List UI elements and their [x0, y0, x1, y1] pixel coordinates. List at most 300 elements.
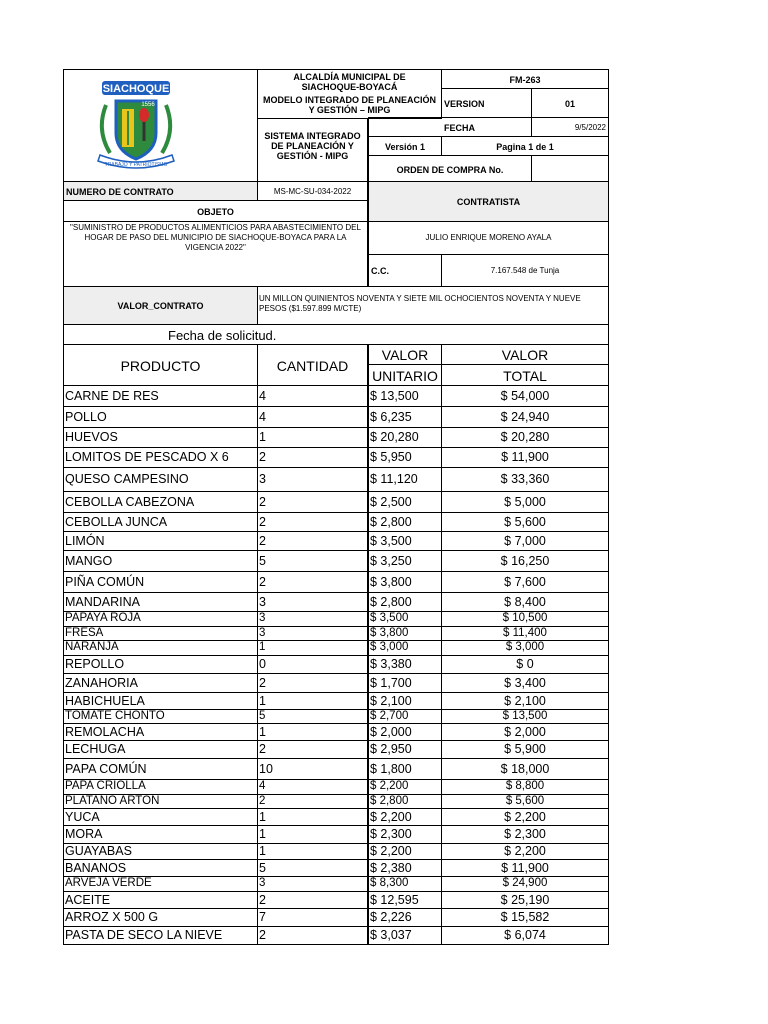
table-cell [441, 779, 609, 795]
table-cell [63, 926, 258, 945]
product-name: HUEVOS [65, 430, 118, 444]
quantity: 1 [259, 641, 266, 653]
table-cell [257, 692, 368, 710]
table-cell [441, 550, 609, 572]
table-cell [63, 758, 258, 780]
total-price: $ 54,000 [500, 389, 550, 403]
unit-price: $ 2,800 [370, 515, 412, 529]
table-cell [441, 592, 609, 612]
version-label: VERSION [444, 99, 485, 109]
table-cell [63, 531, 258, 551]
table-cell [441, 758, 609, 780]
product-name: TOMATE CHONTO [65, 710, 165, 722]
table-cell [257, 859, 368, 877]
total-price: $ 25,190 [500, 893, 550, 907]
producto-header-cell [63, 344, 258, 386]
product-name: BANANOS [65, 861, 127, 875]
table-cell [63, 740, 258, 759]
fecha-label: FECHA [444, 123, 475, 133]
table-cell [257, 723, 368, 741]
table-cell [441, 808, 609, 826]
table-cell [63, 655, 258, 674]
table-cell [257, 926, 368, 945]
table-cell [368, 876, 442, 892]
total-price: $ 3,000 [505, 641, 545, 653]
unit-price: $ 2,800 [370, 795, 409, 807]
table-cell [63, 859, 258, 877]
product-name: LOMITOS DE PESCADO X 6 [65, 450, 229, 464]
table-cell [368, 531, 442, 551]
table-cell [63, 908, 258, 927]
product-name: CEBOLLA JUNCA [65, 515, 168, 529]
unit-price: $ 3,500 [370, 612, 409, 624]
table-cell [257, 891, 368, 909]
table-cell [368, 447, 442, 468]
unit-price: $ 8,300 [370, 877, 409, 889]
sistema-title: SISTEMA INTEGRADO DE PLANEACIÓN Y GESTIÓN - MIPG [264, 131, 361, 161]
table-cell [368, 808, 442, 826]
form-code: FM-263 [509, 75, 541, 85]
table-cell [441, 673, 609, 693]
contratista-label: CONTRATISTA [456, 197, 521, 207]
cc-label: C.C. [371, 266, 389, 276]
total-price: $ 24,900 [502, 877, 548, 889]
total-price: $ 2,200 [504, 810, 546, 824]
total-price: $ 11,900 [501, 450, 549, 464]
quantity: 2 [259, 534, 266, 548]
table-cell [257, 626, 368, 641]
table-cell [368, 859, 442, 877]
quantity: 5 [259, 554, 266, 568]
objeto-label: OBJETO [197, 207, 234, 217]
table-cell [257, 550, 368, 572]
table-cell [441, 876, 609, 892]
table-cell [63, 640, 258, 656]
total-price: $ 11,400 [503, 627, 547, 639]
quantity: 3 [259, 472, 266, 486]
valor-header: VALOR [381, 347, 429, 363]
fecha-solicitud-label: Fecha de solicitud. [168, 328, 277, 343]
product-name: PAPA CRIOLLA [65, 780, 146, 792]
unit-price: $ 3,250 [370, 554, 412, 568]
table-cell [257, 825, 368, 844]
table-cell [441, 531, 609, 551]
table-cell [257, 876, 368, 892]
quantity: 1 [259, 694, 266, 708]
cc-value-cell [441, 254, 609, 287]
total-price: $ 2,000 [504, 725, 546, 739]
quantity: 2 [259, 795, 266, 807]
total-header: TOTAL [503, 368, 547, 384]
unit-price: $ 2,500 [370, 495, 412, 509]
table-cell [368, 740, 442, 759]
logo-name-text: SIACHOQUE [102, 83, 170, 95]
table-cell [441, 843, 609, 860]
unit-price: $ 2,100 [370, 694, 412, 708]
table-cell [441, 655, 609, 674]
table-cell [368, 709, 442, 724]
table-cell [257, 808, 368, 826]
table-cell [441, 491, 609, 513]
cantidad-header-cell [257, 344, 368, 386]
table-cell [63, 692, 258, 710]
orden-value-cell [531, 155, 609, 182]
table-cell [441, 467, 609, 492]
total-price: $ 10,500 [502, 612, 548, 624]
quantity: 2 [259, 742, 266, 756]
total-price: $ 8,800 [505, 780, 545, 792]
table-cell [257, 843, 368, 860]
table-cell [368, 692, 442, 710]
orden-compra-label: ORDEN DE COMPRA No. [396, 165, 504, 175]
table-cell [368, 926, 442, 945]
table-cell [368, 673, 442, 693]
table-cell [368, 779, 442, 795]
table-cell [63, 512, 258, 532]
table-cell [63, 626, 258, 641]
quantity: 2 [259, 515, 266, 529]
pagina-text: Pagina 1 de 1 [496, 142, 554, 152]
table-cell [63, 673, 258, 693]
product-name: PIÑA COMÚN [65, 575, 145, 589]
product-name: CARNE DE RES [65, 389, 159, 403]
table-cell [257, 740, 368, 759]
version-1-text: Versión 1 [384, 142, 426, 152]
numero-label-cell [63, 181, 258, 201]
table-cell [63, 794, 258, 809]
unitario-header: UNITARIO [372, 368, 438, 384]
table-cell [441, 908, 609, 927]
quantity: 0 [259, 657, 266, 671]
total-price: $ 16,250 [500, 554, 550, 568]
alcaldia-title: ALCALDÍA MUNICIPAL DE SIACHOQUE-BOYACÁ [293, 72, 406, 92]
cantidad-header: CANTIDAD [276, 358, 349, 374]
quantity: 2 [259, 575, 266, 589]
product-name: ZANAHORIA [65, 676, 138, 690]
logo-cell [63, 69, 258, 182]
table-cell [257, 908, 368, 927]
total-price: $ 2,100 [504, 694, 546, 708]
valor-label-cell [63, 286, 258, 325]
product-name: ARVEJA VERDE [65, 877, 152, 889]
valor-contrato-label: VALOR_CONTRATO [117, 301, 204, 311]
unit-price: $ 3,380 [370, 657, 412, 671]
product-name: POLLO [65, 410, 107, 424]
table-cell [441, 626, 609, 641]
unit-price: $ 3,800 [370, 627, 409, 639]
table-cell [368, 843, 442, 860]
unit-price: $ 2,800 [370, 595, 412, 609]
contratista-name: JULIO ENRIQUE MORENO AYALA [425, 233, 552, 242]
table-cell [368, 640, 442, 656]
table-cell [63, 592, 258, 612]
valor-text-cell [257, 286, 609, 325]
valor-total-header-cell [441, 344, 609, 386]
total-price: $ 5,600 [505, 795, 545, 807]
table-cell [368, 550, 442, 572]
quantity: 3 [259, 595, 266, 609]
product-name: ARROZ X 500 G [65, 910, 159, 924]
product-name: NARANJA [65, 641, 119, 653]
total-price: $ 7,600 [504, 575, 546, 589]
total-price: $ 2,300 [504, 827, 546, 841]
valor-contrato-text: UN MILLON QUINIENTOS NOVENTA Y SIETE MIL OCHOCIENTOS NOVENTA Y NUEVE PESOS ($1.597.899 M/CTE) [259, 294, 581, 313]
product-name: CEBOLLA CABEZONA [65, 495, 195, 509]
table-cell [63, 891, 258, 909]
unit-price: $ 2,380 [370, 861, 412, 875]
total-price: $ 18,000 [500, 762, 550, 776]
table-cell [257, 779, 368, 795]
contratista-label-cell [368, 181, 609, 222]
quantity: 3 [259, 627, 266, 639]
product-name: MANDARINA [65, 595, 141, 609]
total-price: $ 2,200 [504, 844, 546, 858]
table-cell [441, 385, 609, 407]
quantity: 5 [259, 710, 266, 722]
table-cell [441, 891, 609, 909]
cc-value: 7.167.548 de Tunja [490, 266, 560, 275]
total-price: $ 33,360 [500, 472, 550, 486]
unit-price: $ 2,200 [370, 780, 409, 792]
table-cell [441, 406, 609, 428]
table-cell [63, 571, 258, 593]
quantity: 1 [259, 430, 266, 444]
table-cell [257, 385, 368, 407]
table-cell [441, 447, 609, 468]
table-cell [368, 467, 442, 492]
table-cell [441, 611, 609, 627]
table-cell [368, 723, 442, 741]
table-cell [257, 640, 368, 656]
table-cell [63, 385, 258, 407]
product-name: FRESA [65, 627, 104, 639]
table-cell [441, 926, 609, 945]
table-cell [441, 825, 609, 844]
quantity: 2 [259, 928, 266, 942]
table-cell [257, 655, 368, 674]
total-price: $ 5,900 [504, 742, 546, 756]
producto-header: PRODUCTO [120, 358, 201, 374]
product-name: ACEITE [65, 893, 111, 907]
total-price: $ 5,000 [504, 495, 546, 509]
unit-price: $ 3,500 [370, 534, 412, 548]
table-cell [257, 427, 368, 448]
product-name: LIMÓN [65, 534, 105, 548]
total-price: $ 7,000 [504, 534, 546, 548]
total-price: $ 13,500 [502, 710, 548, 722]
table-cell [257, 592, 368, 612]
unit-price: $ 2,200 [370, 844, 412, 858]
product-name: QUESO CAMPESINO [65, 472, 189, 486]
quantity: 3 [259, 612, 266, 624]
table-cell [257, 758, 368, 780]
total-price: $ 15,582 [500, 910, 550, 924]
product-name: PLATANO ARTON [65, 795, 160, 807]
table-cell [368, 794, 442, 809]
unit-price: $ 3,000 [370, 641, 409, 653]
fecha-value-cell [531, 117, 609, 137]
product-name: MANGO [65, 554, 113, 568]
total-price: $ 24,940 [500, 410, 550, 424]
table-cell [63, 406, 258, 428]
table-cell [368, 385, 442, 407]
table-cell [257, 571, 368, 593]
unit-price: $ 2,300 [370, 827, 412, 841]
quantity: 1 [259, 725, 266, 739]
product-name: PAPA COMÚN [65, 762, 147, 776]
quantity: 2 [259, 893, 266, 907]
valor-unitario-header-cell [368, 344, 442, 386]
table-cell [368, 655, 442, 674]
unit-price: $ 2,000 [370, 725, 412, 739]
version-label-cell [441, 88, 532, 118]
objeto-text: "SUMINISTRO DE PRODUCTOS ALIMENTICIOS PARA ABASTECIMIENTO DEL HOGAR DE PASO DEL MUNICIPIO DE SIACHOQUE-BOYACA PARA LA VIGENCIA 2022" [70, 223, 361, 252]
modelo-title: MODELO INTEGRADO DE PLANEACIÓN Y GESTIÓN – MIPG [262, 95, 436, 115]
table-cell [257, 406, 368, 428]
fecha-label-cell [368, 117, 532, 137]
quantity: 3 [259, 877, 266, 889]
table-cell [441, 512, 609, 532]
table-cell [63, 427, 258, 448]
table-cell [368, 406, 442, 428]
product-name: REMOLACHA [65, 725, 145, 739]
orden-cell [368, 155, 532, 182]
numero-contrato-label: NUMERO DE CONTRATO [66, 187, 174, 197]
pagina-cell [441, 136, 609, 156]
table-cell [368, 512, 442, 532]
quantity: 4 [259, 410, 266, 424]
table-cell [63, 723, 258, 741]
quantity: 2 [259, 676, 266, 690]
table-cell [441, 723, 609, 741]
unit-price: $ 1,800 [370, 762, 412, 776]
quantity: 10 [259, 762, 273, 776]
product-name: HABICHUELA [65, 694, 145, 708]
table-cell [368, 427, 442, 448]
table-cell [368, 758, 442, 780]
sistema-cell [257, 118, 368, 182]
quantity: 4 [259, 780, 266, 792]
table-cell [63, 447, 258, 468]
total-price: $ 5,600 [504, 515, 546, 529]
quantity: 2 [259, 450, 266, 464]
unit-price: $ 12,595 [370, 893, 419, 907]
unit-price: $ 1,700 [370, 676, 412, 690]
quantity: 1 [259, 810, 266, 824]
table-cell [257, 611, 368, 627]
table-cell [63, 843, 258, 860]
table-cell [441, 740, 609, 759]
table-cell [257, 447, 368, 468]
table-cell [63, 876, 258, 892]
total-price: $ 20,280 [500, 430, 550, 444]
unit-price: $ 2,226 [370, 910, 412, 924]
version-value: 01 [564, 99, 575, 109]
objeto-text-cell [63, 221, 368, 287]
version1-cell [368, 136, 442, 156]
table-cell [441, 640, 609, 656]
unit-price: $ 3,800 [370, 575, 412, 589]
table-cell [368, 908, 442, 927]
table-cell [368, 592, 442, 612]
contratista-name-cell [368, 221, 609, 255]
total-price: $ 11,900 [501, 861, 549, 875]
quantity: 7 [259, 910, 266, 924]
valor-total-header: VALOR [501, 347, 549, 363]
table-cell [63, 550, 258, 572]
unit-price: $ 3,037 [370, 928, 412, 942]
product-name: PASTA DE SECO LA NIEVE [65, 928, 223, 942]
table-cell [257, 673, 368, 693]
table-cell [257, 709, 368, 724]
table-cell [63, 491, 258, 513]
fecha-solicitud-cell [63, 324, 609, 345]
product-name: GUAYABAS [65, 844, 132, 858]
table-cell [441, 692, 609, 710]
table-cell [63, 779, 258, 795]
total-price: $ 3,400 [504, 676, 546, 690]
unit-price: $ 11,120 [370, 472, 418, 486]
table-cell [368, 571, 442, 593]
quantity: 1 [259, 844, 266, 858]
table-cell [368, 891, 442, 909]
quantity: 4 [259, 389, 266, 403]
table-cell [257, 491, 368, 513]
table-cell [63, 808, 258, 826]
alcaldia-cell [257, 69, 442, 119]
total-price: $ 6,074 [504, 928, 546, 942]
unit-price: $ 5,950 [370, 450, 412, 464]
numero-value-cell [257, 181, 368, 201]
unit-price: $ 2,950 [370, 742, 412, 756]
unit-price: $ 6,235 [370, 410, 412, 424]
table-cell [368, 491, 442, 513]
table-cell [441, 571, 609, 593]
total-price: $ 8,400 [504, 595, 546, 609]
cc-label-cell [368, 254, 442, 287]
version-value-cell [531, 88, 609, 118]
unit-price: $ 20,280 [370, 430, 419, 444]
unit-price: $ 13,500 [370, 389, 419, 403]
product-name: PAPAYA ROJA [65, 612, 141, 624]
table-cell [257, 512, 368, 532]
total-price: $ 0 [516, 657, 534, 671]
table-cell [63, 709, 258, 724]
product-name: LECHUGA [65, 742, 126, 756]
quantity: 5 [259, 861, 266, 875]
header-divider [368, 364, 609, 365]
table-cell [257, 467, 368, 492]
quantity: 1 [259, 827, 266, 841]
fecha-value: 9/5/2022 [574, 123, 606, 132]
table-cell [441, 794, 609, 809]
numero-contrato-value: MS-MC-SU-034-2022 [273, 187, 352, 196]
product-name: MORA [65, 827, 103, 841]
table-cell [257, 531, 368, 551]
logo-year-text: 1556 [141, 102, 155, 108]
municipal-coat-of-arms-icon [88, 75, 184, 171]
table-cell [441, 859, 609, 877]
unit-price: $ 2,200 [370, 810, 412, 824]
table-cell [368, 626, 442, 641]
table-cell [441, 427, 609, 448]
code-cell [441, 69, 609, 89]
table-cell [368, 825, 442, 844]
table-cell [63, 825, 258, 844]
logo-ribbon-text: TRABAJO Y PATRIOTISMO [104, 162, 168, 168]
table-cell [368, 611, 442, 627]
table-cell [63, 467, 258, 492]
